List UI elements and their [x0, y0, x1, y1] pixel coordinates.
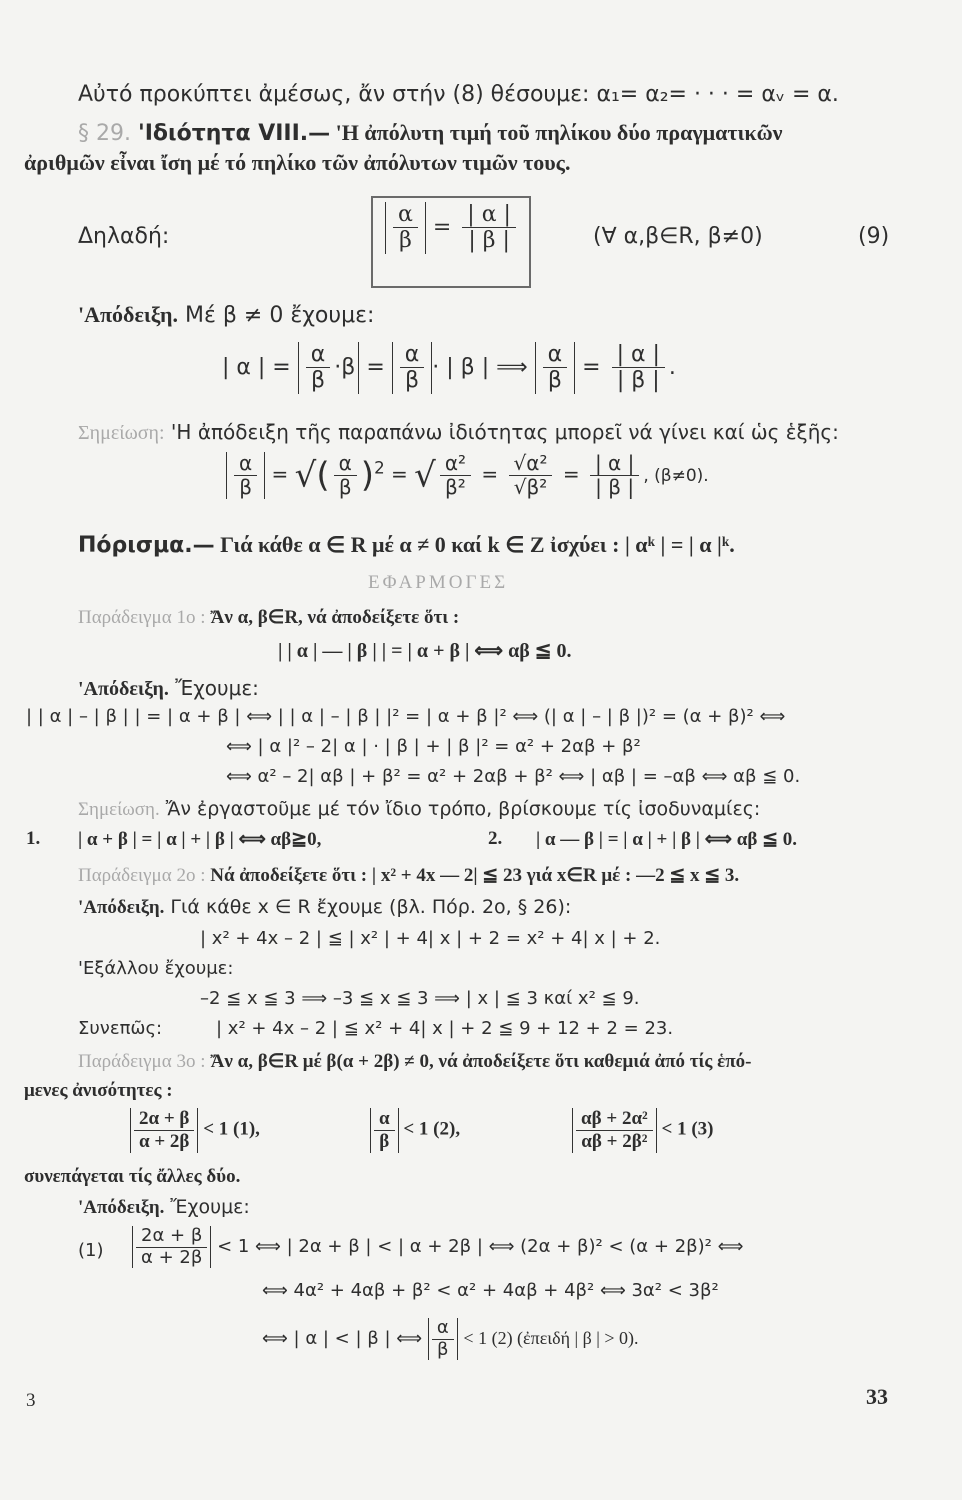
example-2-line-3: | x² + 4x – 2 | ≦ x² + 4| x | + 2 ≦ 9 + 12 + 2 = 23. [216, 1018, 674, 1039]
applications-heading: ΕΦΑΡΜΟΓΕΣ [368, 572, 509, 593]
example-3-statement-2: μενες ἀνισότητες : [24, 1080, 173, 1101]
page-number: 33 [866, 1384, 888, 1409]
equivalence-1: | α + β | = | α | + | β | ⟺ αβ≧0, [78, 829, 322, 850]
equivalence-2: | α — β | = | α | + | β | ⟺ αβ ≦ 0. [536, 829, 798, 850]
note-1-equation: $\frac{\alpha}{\beta}$ = √( $\frac{\alpha}{\beta}$ )$^2$ = √ $\frac{\text{α²}}{\text{β²}}$ = $\frac{\text{√α²}}{\text{√β²}}$ = $\frac{| \alpha |}{| \beta |}$ , (β≠0). [226, 452, 709, 499]
section-number: § 29. [78, 121, 131, 146]
note-1: Σημείωση: 'Η ἀπόδειξη τῆς παραπάνω ἰδιότητας μπορεῖ νά γίνει καί ὡς ἑξῆς: [78, 420, 839, 444]
proof-1-equation: | α | = $\frac{\alpha}{\beta}$ ·β = $\frac{\alpha}{\beta}$ · | β | ⟹ $\frac{\alpha}{\beta}$ = $\frac{| \alpha |}{| \beta |}$ . [222, 342, 676, 394]
example-3-proof: 'Απόδειξη. Ἔχουμε: [78, 1196, 250, 1218]
equivalence-2-num: 2. [488, 828, 503, 849]
note-2: Σημείωση. Ἄν ἐργαστοῦμε μέ τόν ἴδιο τρόπο, βρίσκουμε τίς ἰσοδυναμίες: [78, 798, 761, 820]
inequality-3: $\frac{\text{αβ + 2α²}}{\text{αβ + 2β²}}$ < 1 (3) [572, 1108, 713, 1153]
example-2-statement: Παράδειγμα 2ο : Νά ἀποδείξετε ὅτι : | x² + 4x — 2| ≦ 23 γιά x∈R μέ : —2 ≦ x ≦ 3. [78, 865, 740, 886]
inequality-1: $\frac{2\alpha + \beta}{\alpha + 2\beta}$ < 1 (1), [130, 1108, 260, 1153]
section-title: 'Ιδιότητα VIII.— [137, 121, 331, 146]
signature-mark: 3 [26, 1390, 36, 1411]
example-3-proof-line-3: ⟺ | α | < | β | ⟺ $\frac{\alpha}{\beta}$ < 1 (2) (ἐπειδή | β | > 0). [262, 1317, 639, 1360]
equation-number-9: (9) [858, 224, 890, 249]
section-text-2: ἀριθμῶν εἶναι ἴση μέ τό πηλίκο τῶν ἀπόλυτων τιμῶν τους. [24, 150, 571, 175]
example-2-line-2: –2 ≦ x ≦ 3 ⟹ –3 ≦ x ≦ 3 ⟹ | x | ≦ 3 καί x² ≦ 9. [200, 988, 640, 1009]
porisma: Πόρισμα.— Γιά κάθε α ∈ R μέ α ≠ 0 καί k ∈ Z ἰσχύει : | αᵏ | = | α |ᵏ. [78, 532, 735, 558]
example-1-line-2: ⟺ | α |² – 2| α | · | β | + | β |² = α² + 2αβ + β² [226, 736, 641, 757]
example-2-hence: Συνεπῶς: [78, 1018, 163, 1039]
section-text-1: 'Η ἀπόλυτη τιμή τοῦ πηλίκου δύο πραγματικῶν [330, 120, 783, 145]
formula-condition: (∀ α,β∈R, β≠0) [593, 224, 763, 249]
example-1-proof: 'Απόδειξη. Ἔχουμε: [78, 676, 259, 700]
formula-9: $\frac{\alpha}{\beta}$ = $\frac{| \alpha |}{| \beta |}$ [385, 202, 520, 254]
example-1-formula: | | α | — | β | | = | α + β | ⟺ αβ ≦ 0. [278, 640, 572, 662]
dilad-label: Δηλαδή: [78, 224, 170, 249]
example-3-proof-line-2: ⟺ 4α² + 4αβ + β² < α² + 4αβ + 4β² ⟺ 3α² < 3β² [262, 1280, 719, 1301]
proof-1-line: 'Απόδειξη. Μέ β ≠ 0 ἔχουμε: [78, 302, 375, 328]
example-1-line-3: ⟺ α² – 2| αβ | + β² = α² + 2αβ + β² ⟺ | αβ | = –αβ ⟺ αβ ≦ 0. [226, 766, 801, 787]
equivalence-1-num: 1. [26, 828, 41, 849]
example-1-line-1: | | α | – | β | | = | α + β | ⟺ | | α | – | β | |² = | α + β |² ⟺ (| α | – | β |)² = (α + β)² ⟺ [26, 706, 786, 727]
example-1-statement: Παράδειγμα 1ο : Ἄν α, β∈R, νά ἀποδείξετε ὅτι : [78, 607, 460, 628]
example-3-follows: συνεπάγεται τίς ἄλλες δύο. [24, 1166, 241, 1187]
example-3-case-1-num: (1) [78, 1240, 104, 1261]
example-3-statement-1: Παράδειγμα 3ο : Ἄν α, β∈R μέ β(α + 2β) ≠ 0, νά ἀποδείξετε ὅτι καθεμιά ἀπό τίς ἑπό- [78, 1051, 752, 1072]
intro-line: Αὐτό προκύπτει ἀμέσως, ἄν στήν (8) θέσουμε: α₁= α₂= · · · = αᵥ = α. [78, 82, 839, 107]
inequality-2: $\frac{\alpha}{\beta}$ < 1 (2), [370, 1108, 460, 1153]
example-2-line-1: | x² + 4x – 2 | ≦ | x² | + 4| x | + 2 = x² + 4| x | + 2. [200, 928, 661, 949]
section-29-heading [78, 120, 783, 146]
example-3-proof-line-1: $\frac{2\alpha + \beta}{\alpha + 2\beta}$ < 1 ⟺ | 2α + β | < | α + 2β | ⟺ (2α + β)² < (α + 2β)² ⟺ [132, 1226, 743, 1268]
example-2-proof: 'Απόδειξη. Γιά κάθε x ∈ R ἔχουμε (βλ. Πόρ. 2ο, § 26): [78, 896, 572, 918]
example-2-also: 'Εξάλλου ἔχουμε: [78, 958, 234, 979]
